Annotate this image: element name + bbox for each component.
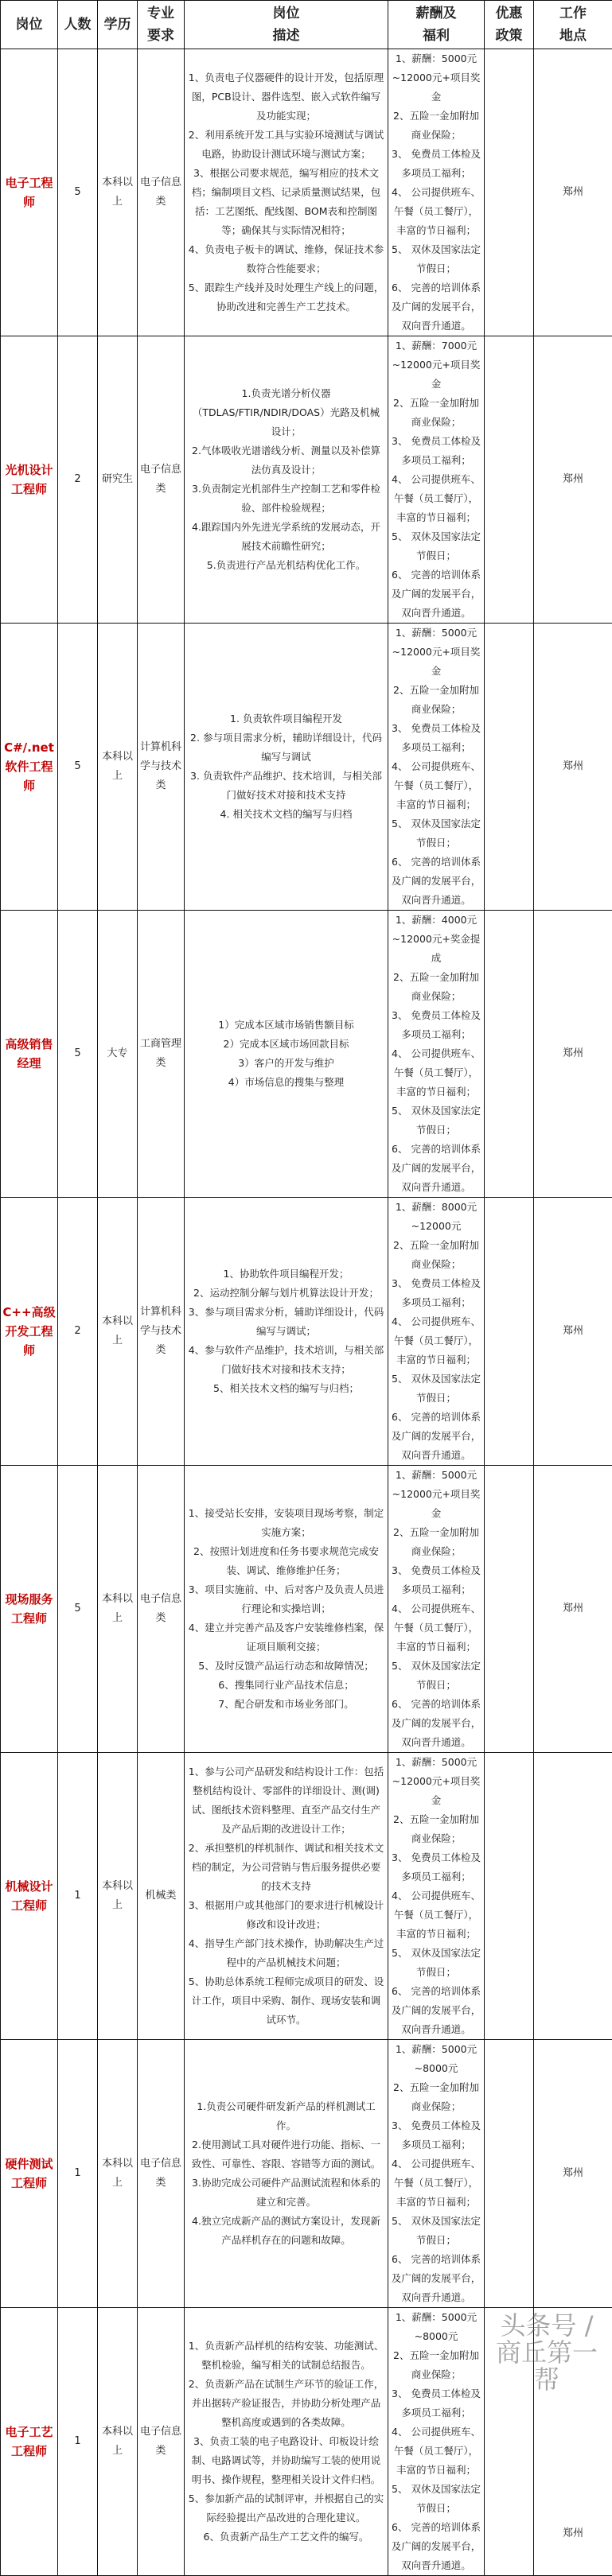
benefits [388,2040,485,2308]
header-policy: 优惠 政策 [485,1,534,49]
benefit-item: 4、 公司提供班车、午餐（员工餐厅），丰富的节日福利； [391,1312,481,1370]
benefit-item: 3、 免费员工体检及多项员工福利； [391,432,481,470]
major-requirement: 电子信息类 [138,336,185,624]
benefit-item: 2、五险一金加附加商业保险； [391,2346,481,2384]
benefit-item: 6、 完善的培训体系及广阔的发展平台，双向晋升通道。 [391,2518,481,2575]
major-requirement: 电子信息类 [138,49,185,336]
benefit-item: 1、薪酬：4000元~12000元+奖金提成 [391,911,481,968]
benefit-item: 4、 公司提供班车、午餐（员工餐厅），丰富的节日福利； [391,1886,481,1944]
benefit-item: 6、 完善的培训体系及广阔的发展平台，双向晋升通道。 [391,1140,481,1197]
work-location: 郑州 [534,1466,612,1753]
benefit-item: 1、薪酬：5000元~12000元+项目奖金 [391,624,481,681]
benefits [388,1198,485,1466]
description-item: 5.负责进行产品光机结构优化工作。 [188,556,384,575]
major-requirement: 电子信息类 [138,2040,185,2308]
description-item: 4.独立完成新产品的测试方案设计，发现新产品样机存在的问题和故障。 [188,2212,384,2250]
job-description [185,624,388,911]
description-item: 2）完成本区域市场回款目标 [188,1035,384,1054]
work-location: 郑州 [534,1198,612,1466]
description-item: 2、承担整机的样机制作、调试和相关技术文档的制定，为公司营销与售后服务提供必要的技术支持 [188,1839,384,1896]
work-location: 郑州 [534,49,612,336]
headcount: 5 [58,1466,98,1753]
job-description [185,336,388,624]
work-location [534,1753,612,2040]
table-row [1,1466,612,1753]
position-title: 现场服务工程师 [1,1466,58,1753]
benefit-item: 3、 免费员工体检及多项员工福利； [391,1848,481,1886]
benefits [388,2308,485,2576]
description-item: 6、负责新产品生产工艺文件的编写。 [188,2527,384,2547]
table-row [1,336,612,624]
description-item: 3、根据公司要求规范，编写相应的技术文档；编制项目文档、记录质量测试结果，包括：工艺图纸、配线图、BOM表和控制图等；确保其与实际情况相符； [188,164,384,240]
benefit-item: 4、 公司提供班车、午餐（员工餐厅），丰富的节日福利； [391,1599,481,1657]
position-title: 硬件测试工程师 [1,2040,58,2308]
description-item: 5、相关技术文档的编写与归档； [188,1379,384,1398]
headcount: 1 [58,1753,98,2040]
education: 本科以上 [98,2308,138,2576]
benefit-item: 4、 公司提供班车、午餐（员工餐厅），丰富的节日福利； [391,470,481,527]
benefit-item: 3、 免费员工体检及多项员工福利； [391,719,481,757]
description-item: 1.负责光谱分析仪器（TDLAS/FTIR/NDIR/DOAS）光路及机械设计； [188,384,384,441]
description-item: 2、负责新产品在试制生产环节的验证工作，并出据转产验证报告，并协助分析处理产品整机高度或遇到的各类故障。 [188,2375,384,2432]
description-item: 4. 相关技术文档的编写与归档 [188,805,384,824]
description-item: 3、项目实施前、中、后对客户及负责人员进行理论和实操培训； [188,1580,384,1618]
headcount: 5 [58,911,98,1198]
major-requirement: 计算机科学与技术类 [138,1198,185,1466]
benefit-item: 2、五险一金加附加商业保险； [391,1236,481,1274]
table-row [1,2040,612,2308]
description-item: 1、参与公司产品研发和结构设计工作：包括整机结构设计、零部件的详细设计、测(调)试、图纸技术资料整理、直至产品交付生产及产品后期的改进设计工作； [188,1762,384,1839]
description-item: 3.协助完成公司硬件产品测试流程和体系的建立和完善。 [188,2174,384,2212]
header-benefits: 薪酬及 福利 [388,1,485,49]
description-item: 4、负责电子板卡的调试、维修，保证技术参数符合性能要求； [188,240,384,278]
job-description [185,1198,388,1466]
description-item: 4、建立并完善产品及客户安装维修档案，保证项目顺利交接； [188,1618,384,1657]
description-item: 3、负责工装的电子电路设计、印板设计绘制、电路调试等，并协助编写工装的使用说明书、操作规程，整理相关设计文件归档。 [188,2432,384,2489]
education: 本科以上 [98,1466,138,1753]
policy [485,336,534,624]
table-row [1,1753,612,2040]
position-title: 电子工艺工程师 [1,2308,58,2576]
benefit-item: 6、 完善的培训体系及广阔的发展平台，双向晋升通道。 [391,565,481,623]
benefits [388,1753,485,2040]
position-title: C#/.net软件工程师 [1,624,58,911]
job-description [185,1753,388,2040]
header-major: 专业 要求 [138,1,185,49]
benefit-item: 6、 完善的培训体系及广阔的发展平台，双向晋升通道。 [391,1695,481,1752]
description-item: 4、参与软件产品维护，技术培训，与相关部门做好技术对接和技术支持； [188,1341,384,1379]
job-description [185,49,388,336]
description-item: 1.负责公司硬件研发新产品的样机测试工作。 [188,2097,384,2135]
headcount: 1 [58,2040,98,2308]
description-item: 2、运动控制分解与划片机算法设计开发； [188,1284,384,1303]
education: 本科以上 [98,1753,138,2040]
description-item: 1. 负责软件项目编程开发 [188,709,384,729]
description-item: 1、协助软件项目编程开发； [188,1265,384,1284]
policy [485,1753,534,2040]
description-item: 7、配合研发和市场业务部门。 [188,1695,384,1714]
description-item: 1、接受站长安排，安装项目现场考察，制定实施方案； [188,1504,384,1542]
benefit-item: 5、 双休及国家法定节假日； [391,1657,481,1695]
benefit-item: 1、薪酬：5000元~8000元 [391,2040,481,2078]
major-requirement: 机械类 [138,1753,185,2040]
position-title: 光机设计工程师 [1,336,58,624]
benefit-item: 3、 免费员工体检及多项员工福利； [391,1561,481,1599]
benefit-item: 4、 公司提供班车、午餐（员工餐厅），丰富的节日福利； [391,1044,481,1102]
description-item: 2.使用测试工具对硬件进行功能、指标、一致性、可靠性、容限、容错等方面的测试。 [188,2135,384,2174]
table-row [1,624,612,911]
headcount: 5 [58,624,98,911]
benefit-item: 1、薪酬：8000元~12000元 [391,1198,481,1236]
benefit-item: 4、 公司提供班车、午餐（员工餐厅），丰富的节日福利； [391,2423,481,2480]
benefit-item: 4、 公司提供班车、午餐（员工餐厅），丰富的节日福利； [391,2154,481,2212]
description-item: 4.跟踪国内外先进光学系统的发展动态，开展技术前瞻性研究； [188,518,384,556]
job-description [185,911,388,1198]
benefit-item: 2、五险一金加附加商业保险； [391,1523,481,1561]
description-item: 4）市场信息的搜集与整理 [188,1073,384,1092]
education: 研究生 [98,336,138,624]
position-title: 电子工程师 [1,49,58,336]
benefit-item: 3、 免费员工体检及多项员工福利； [391,145,481,183]
benefit-item: 2、五险一金加附加商业保险； [391,681,481,719]
major-requirement: 电子信息类 [138,2308,185,2576]
benefit-item: 2、五险一金加附加商业保险； [391,968,481,1006]
work-location: 郑州 [534,336,612,624]
policy [485,1198,534,1466]
major-requirement: 计算机科学与技术类 [138,624,185,911]
work-location: 郑州 [534,624,612,911]
job-description [185,2308,388,2576]
benefit-item: 6、 完善的培训体系及广阔的发展平台，双向晋升通道。 [391,1982,481,2039]
description-item: 2、利用系统开发工具与实验环境测试与调试电路，协助设计测试环境与测试方案； [188,126,384,164]
education: 本科以上 [98,624,138,911]
headcount: 5 [58,49,98,336]
table-row [1,1198,612,1466]
benefits [388,336,485,624]
description-item: 2、按照计划进度和任务书要求规范完成安装、调试、维修维护任务； [188,1542,384,1580]
benefits [388,49,485,336]
benefit-item: 5、 双休及国家法定节假日； [391,1102,481,1140]
header-row [1,1,612,49]
header-education: 学历 [98,1,138,49]
policy [485,2040,534,2308]
benefit-item: 4、 公司提供班车、午餐（员工餐厅），丰富的节日福利； [391,757,481,814]
benefit-item: 6、 完善的培训体系及广阔的发展平台，双向晋升通道。 [391,853,481,910]
major-requirement: 工商管理类 [138,911,185,1198]
description-item: 3、参与项目需求分析，辅助详细设计，代码编写与调试； [188,1303,384,1341]
headcount: 1 [58,2308,98,2576]
benefits [388,624,485,911]
header-count: 人数 [58,1,98,49]
benefit-item: 2、五险一金加附加商业保险； [391,107,481,145]
work-location: 郑州 [534,911,612,1198]
header-description: 岗位 描述 [185,1,388,49]
headcount: 2 [58,336,98,624]
policy [485,1466,534,1753]
description-item: 2. 参与项目需求分析，辅助详细设计，代码编写与调试 [188,729,384,767]
description-item: 5、及时反馈产品运行动态和故障情况； [188,1657,384,1676]
work-location: 郑州 [534,2308,612,2576]
benefit-item: 3、 免费员工体检及多项员工福利； [391,1274,481,1312]
benefit-item: 5、 双休及国家法定节假日； [391,1370,481,1408]
description-item: 4、指导生产部门技术操作，协助解决生产过程中的产品机械技术问题； [188,1934,384,1972]
benefit-item: 1、薪酬：5000元~12000元+项目奖金 [391,1466,481,1523]
description-item: 1）完成本区域市场销售额目标 [188,1016,384,1035]
benefit-item: 2、五险一金加附加商业保险； [391,394,481,432]
description-item: 5、协助总体系统工程师完成项目的研发、设计工作，项目中采购、制作、现场安装和调试环节。 [188,1972,384,2030]
benefit-item: 6、 完善的培训体系及广阔的发展平台，双向晋升通道。 [391,2250,481,2307]
benefit-item: 2、五险一金加附加商业保险； [391,1810,481,1848]
header-position: 岗位 [1,1,58,49]
position-title: 高级销售经理 [1,911,58,1198]
table-row [1,49,612,336]
benefit-item: 6、 完善的培训体系及广阔的发展平台，双向晋升通道。 [391,278,481,336]
table-row [1,911,612,1198]
description-item: 1、负责新产品样机的结构安装、功能测试、整机检验，编写相关的试制总结报告。 [188,2337,384,2375]
benefit-item: 1、薪酬：5000元~12000元+项目奖金 [391,1753,481,1810]
policy [485,49,534,336]
benefit-item: 2、五险一金加附加商业保险； [391,2078,481,2116]
benefit-item: 6、 完善的培训体系及广阔的发展平台，双向晋升通道。 [391,1408,481,1465]
benefit-item: 3、 免费员工体检及多项员工福利； [391,2384,481,2423]
job-description [185,2040,388,2308]
education: 大专 [98,911,138,1198]
description-item: 3、根据用户或其他部门的要求进行机械设计修改和设计改进； [188,1896,384,1934]
benefit-item: 1、薪酬：5000元~8000元 [391,2308,481,2346]
benefit-item: 5、 双休及国家法定节假日； [391,2212,481,2250]
header-location: 工作 地点 [534,1,612,49]
major-requirement: 电子信息类 [138,1466,185,1753]
education: 本科以上 [98,2040,138,2308]
benefit-item: 3、 免费员工体检及多项员工福利； [391,1006,481,1044]
benefit-item: 5、 双休及国家法定节假日； [391,527,481,565]
description-item: 5、参加新产品的试制评审，并根据自己的实际经验提出产品改进的合理化建议。 [188,2489,384,2527]
benefit-item: 1、薪酬：7000元~12000元+项目奖金 [391,336,481,394]
watermark: 头条号 / 商丘第一帮 [487,2312,606,2393]
description-item: 1、负责电子仪器硬件的设计开发，包括原理图，PCB设计、器件选型、嵌入式软件编写及功能实现； [188,68,384,126]
description-item: 2.气体吸收光谱谱线分析、测量以及补偿算法仿真及设计； [188,441,384,480]
position-title: C++高级开发工程师 [1,1198,58,1466]
description-item: 3. 负责软件产品维护、技术培训，与相关部门做好技术对接和技术支持 [188,767,384,805]
description-item: 3.负责制定光机部件生产控制工艺和零件检验、部件检验规程； [188,480,384,518]
description-item: 6、搜集同行业产品技术信息； [188,1676,384,1695]
education: 本科以上 [98,1198,138,1466]
benefit-item: 3、 免费员工体检及多项员工福利； [391,2116,481,2154]
benefit-item: 5、 双休及国家法定节假日； [391,2480,481,2518]
policy [485,624,534,911]
job-description [185,1466,388,1753]
benefit-item: 1、薪酬：5000元~12000元+项目奖金 [391,49,481,107]
benefits [388,911,485,1198]
education: 本科以上 [98,49,138,336]
benefit-item: 4、 公司提供班车、午餐（员工餐厅），丰富的节日福利； [391,183,481,240]
work-location: 郑州 [534,2040,612,2308]
benefit-item: 5、 双休及国家法定节假日； [391,1944,481,1982]
description-item: 3）客户的开发与维护 [188,1054,384,1073]
position-title: 机械设计工程师 [1,1753,58,2040]
benefits [388,1466,485,1753]
headcount: 2 [58,1198,98,1466]
benefit-item: 5、 双休及国家法定节假日； [391,240,481,278]
description-item: 5、跟踪生产线并及时处理生产线上的问题，协助改进和完善生产工艺技术。 [188,278,384,317]
benefit-item: 5、 双休及国家法定节假日； [391,814,481,853]
policy [485,911,534,1198]
